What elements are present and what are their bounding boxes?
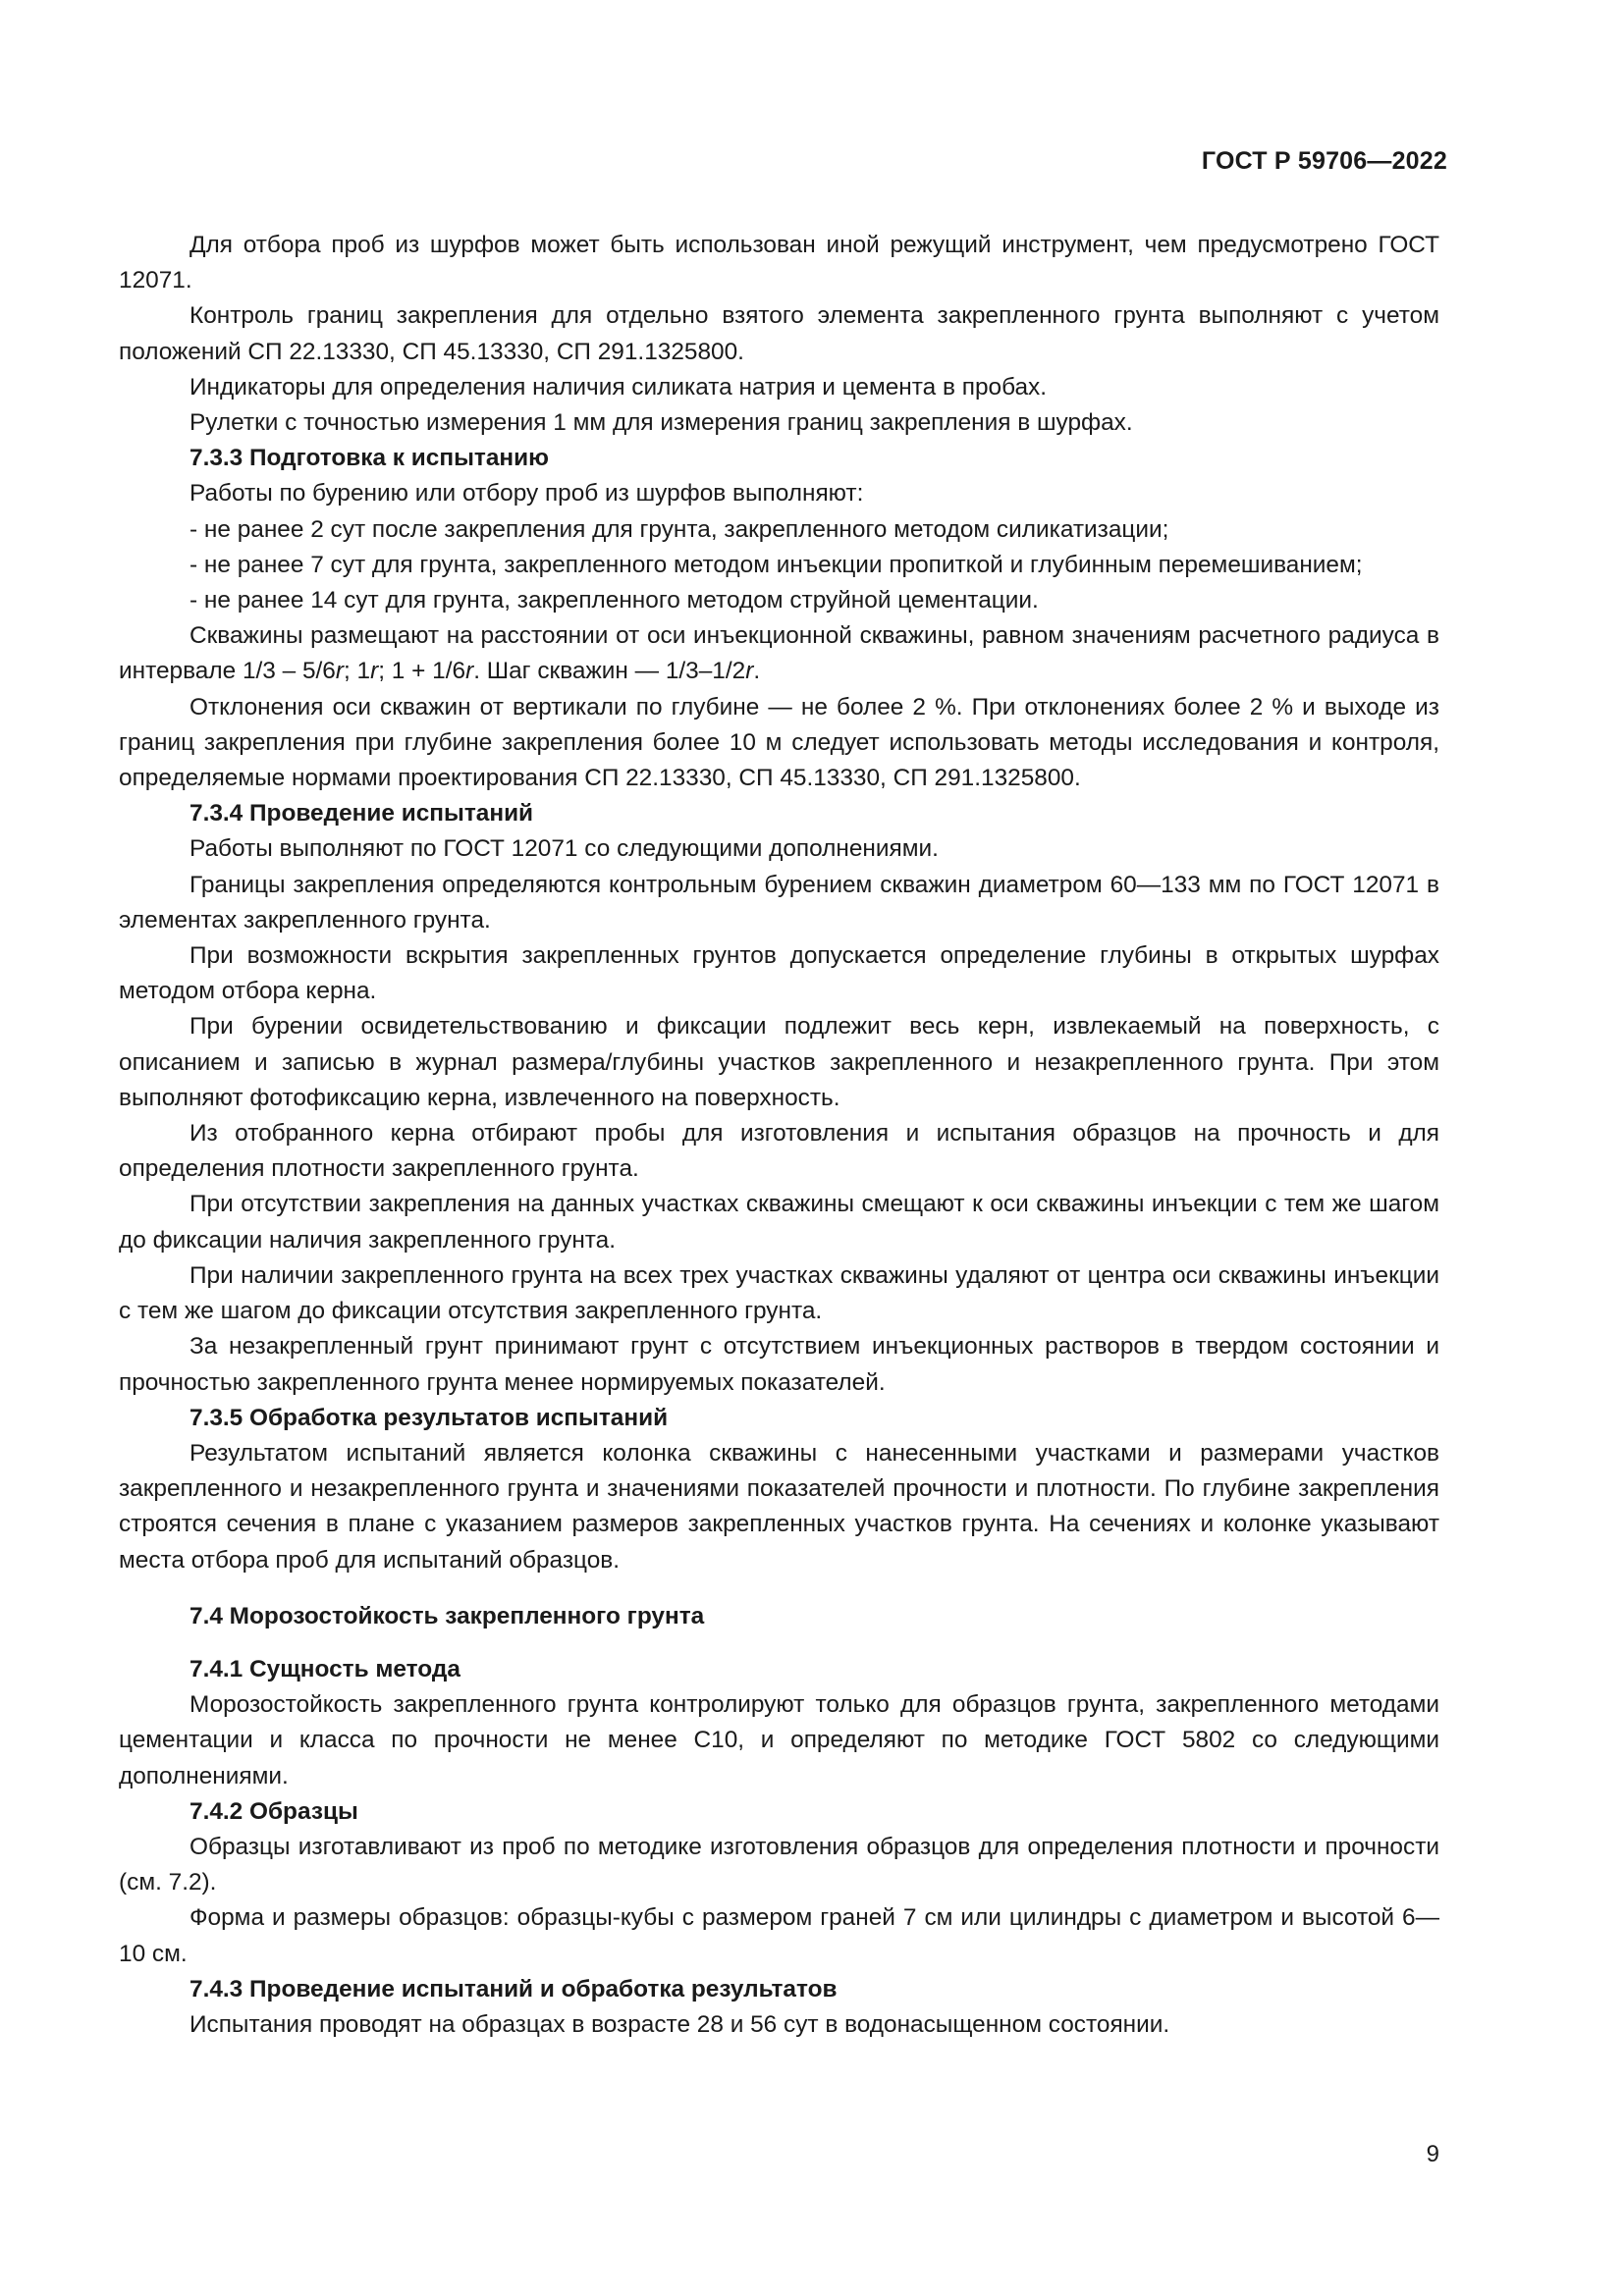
list-item: - не ранее 14 сут для грунта, закрепленного методом струйной цементации. bbox=[189, 587, 1039, 614]
document-body bbox=[119, 228, 1439, 2043]
paragraph: При наличии закрепленного грунта на всех трех участках скважины удаляют от центра оси скважины инъекции с тем же шагом до фиксации отсутствия закрепленного грунта. bbox=[119, 1261, 1439, 1325]
subsection-heading: 7.3.3 Подготовка к испытанию bbox=[189, 445, 549, 472]
paragraph: Результатом испытаний является колонка скважины с нанесенными участками и размерами участков закрепленного и незакрепленного грунта и значениями показателей прочности и плотности. По глубине закрепления строятся сечения в плане с указанием размеров закрепленных участков грунта. На сечениях и колонке указывают места отбора проб для испытаний образцов. bbox=[119, 1439, 1439, 1574]
paragraph: При возможности вскрытия закрепленных грунтов допускается определение глубины в открытых шурфах методом отбора керна. bbox=[119, 942, 1439, 1005]
paragraph: Границы закрепления определяются контрольным бурением скважин диаметром 60—133 мм по ГОСТ 12071 в элементах закрепленного грунта. bbox=[119, 871, 1439, 934]
paragraph: Для отбора проб из шурфов может быть использован иной режущий инструмент, чем предусмотрено ГОСТ 12071. bbox=[119, 232, 1439, 294]
paragraph: При бурении освидетельствованию и фиксации подлежит весь керн, извлекаемый на поверхность, с описанием и записью в журнал размера/глубины участков закрепленного и незакрепленного грунта. При этом выполняют фотофиксацию керна, извлеченного на поверхность. bbox=[119, 1013, 1439, 1111]
paragraph: Работы выполняют по ГОСТ 12071 со следующими дополнениями. bbox=[189, 835, 939, 863]
subsection-heading: 7.4.2 Образцы bbox=[189, 1797, 358, 1825]
list-item: - не ранее 2 сут после закрепления для грунта, закрепленного методом силикатизации; bbox=[189, 515, 1169, 543]
paragraph: За незакрепленный грунт принимают грунт с отсутствием инъекционных растворов в твердом состоянии и прочностью закрепленного грунта менее нормируемых показателей. bbox=[119, 1333, 1439, 1396]
page-number: 9 bbox=[1426, 2141, 1439, 2167]
paragraph-radius: Скважины размещают на расстоянии от оси инъекционной скважины, равном значениям расчетного радиуса в интервале 1/3 – 5/6r; 1r; 1 + 1/6r. Шаг скважин — 1/3–1/2r. bbox=[119, 622, 1439, 685]
paragraph: Индикаторы для определения наличия силиката натрия и цемента в пробах. bbox=[189, 373, 1048, 400]
document-header-id: ГОСТ Р 59706—2022 bbox=[1201, 147, 1447, 175]
paragraph: Работы по бурению или отбору проб из шурфов выполняют: bbox=[189, 480, 864, 507]
paragraph: Образцы изготавливают из проб по методике изготовления образцов для определения плотности и прочности (см. 7.2). bbox=[119, 1833, 1439, 1896]
paragraph: Отклонения оси скважин от вертикали по глубине — не более 2 %. При отклонениях более 2 % и выходе из границ закрепления при глубине закрепления более 10 м следует использовать методы исследования и контроля, определяемые нормами проектирования СП 22.13330, СП 45.13330, СП 291.1325800. bbox=[119, 693, 1439, 792]
paragraph: Испытания проводят на образцах в возрасте 28 и 56 сут в водонасыщенном состоянии. bbox=[189, 2010, 1170, 2038]
paragraph: При отсутствии закрепления на данных участках скважины смещают к оси скважины инъекции с тем же шагом до фиксации наличия закрепленного грунта. bbox=[119, 1191, 1439, 1254]
subsection-heading: 7.3.5 Обработка результатов испытаний bbox=[189, 1404, 669, 1431]
subsection-heading: 7.4.1 Сущность метода bbox=[189, 1655, 460, 1682]
list-item: - не ранее 7 сут для грунта, закрепленного методом инъекции пропиткой и глубинным перемешиванием; bbox=[189, 551, 1363, 578]
paragraph: Из отобранного керна отбирают пробы для изготовления и испытания образцов на прочность и для определения плотности закрепленного грунта. bbox=[119, 1120, 1439, 1183]
paragraph: Морозостойкость закрепленного грунта контролируют только для образцов грунта, закрепленного методами цементации и класса по прочности не менее C10, и определяют по методике ГОСТ 5802 со следующими дополнениями. bbox=[119, 1691, 1439, 1789]
subsection-heading: 7.3.4 Проведение испытаний bbox=[189, 800, 534, 828]
paragraph: Рулетки с точностью измерения 1 мм для измерения границ закрепления в шурфах. bbox=[189, 409, 1133, 437]
paragraph: Контроль границ закрепления для отдельно взятого элемента закрепленного грунта выполняют с учетом положений СП 22.13330, СП 45.13330, СП 291.1325800. bbox=[119, 302, 1439, 365]
subsection-heading: 7.4.3 Проведение испытаний и обработка результатов bbox=[189, 1975, 838, 2002]
section-heading: 7.4 Морозостойкость закрепленного грунта bbox=[189, 1602, 705, 1629]
paragraph: Форма и размеры образцов: образцы-кубы с размером граней 7 см или цилиндры с диаметром и высотой 6—10 см. bbox=[119, 1904, 1439, 1967]
